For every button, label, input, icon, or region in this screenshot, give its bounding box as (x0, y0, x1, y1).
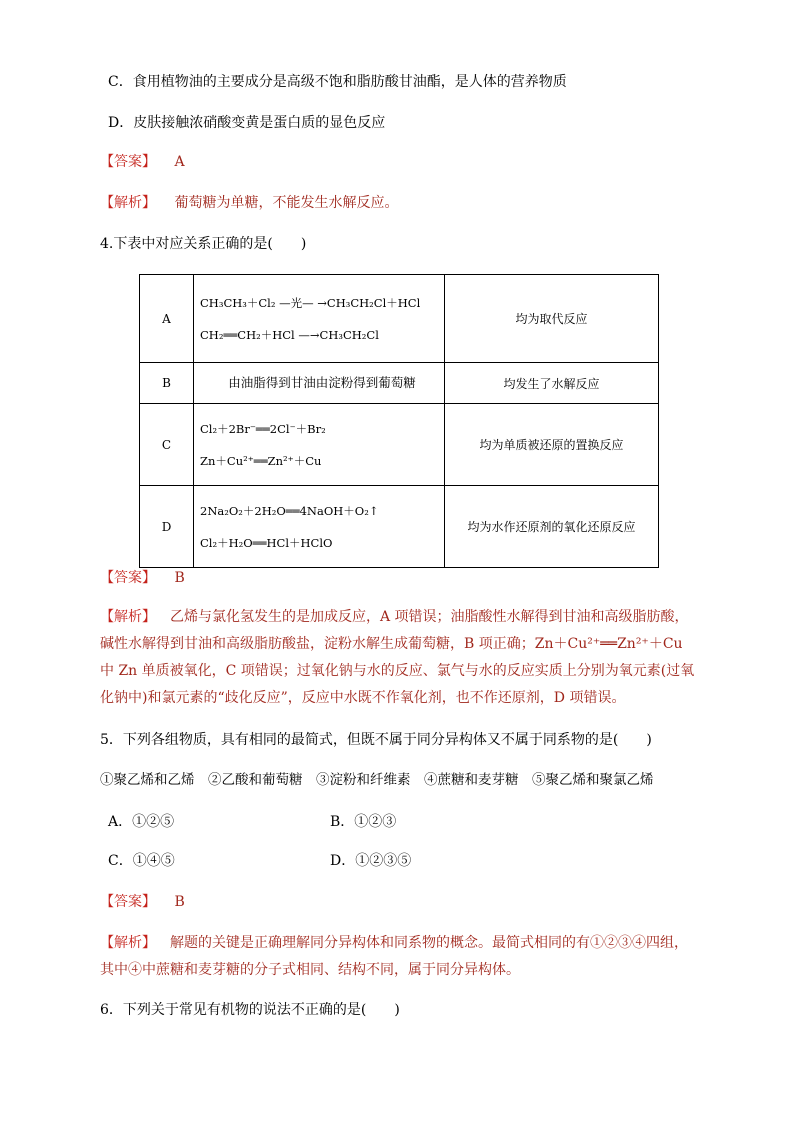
q5-answer (100, 892, 185, 912)
row-label: B (140, 363, 194, 404)
q5-analysis (100, 930, 700, 984)
analysis-text: 乙烯与氯化氢发生的是加成反应，A 项错误；油脂酸性水解得到甘油和高级脂肪酸，碱性水解得到甘油和高级脂肪酸盐，淀粉水解生成葡萄糖，B 项正确；Zn＋Cu²⁺══Zn²⁺＋Cu 中 Zn 单质被氧化，C 项错误；过氧化钠与水的反应、氯气与水的反应实质上分别为氧元素(过氧化钠中)和氯元素的“歧化反应”，反应中水既不作氧化剂，也不作还原剂，D 项错误。 (100, 609, 695, 706)
row-equations (194, 486, 445, 568)
equation: CH₂══CH₂＋HCl —→CH₃CH₂Cl (200, 327, 379, 342)
q5-option-a: A．①②⑤ (108, 814, 175, 830)
q5-option-b: B．①②③ (330, 814, 397, 830)
q3-analysis (100, 193, 398, 213)
equation: Cl₂＋2Br⁻══2Cl⁻＋Br₂ (200, 421, 326, 436)
q4-answer (100, 568, 185, 588)
answer-value: A (174, 154, 185, 170)
q3-option-c: C．食用植物油的主要成分是高级不饱和脂肪酸甘油酯，是人体的营养物质 (108, 74, 567, 90)
analysis-tag: 【解析】 (100, 609, 156, 625)
q4-table (139, 274, 659, 568)
analysis-text: 解题的关键是正确理解同分异构体和同系物的概念。最简式相同的有①②③④四组，其中④中蔗糖和麦芽糖的分子式相同、结构不同，属于同分异构体。 (100, 935, 688, 978)
row-equations (194, 363, 445, 404)
equation: 2Na₂O₂＋2H₂O══4NaOH＋O₂↑ (200, 503, 379, 518)
q3-option-d: D．皮肤接触浓硝酸变黄是蛋白质的显色反应 (108, 115, 386, 131)
q5-option-c: C．①④⑤ (108, 853, 175, 869)
answer-value: B (174, 570, 185, 586)
row-equations (194, 275, 445, 363)
q5-option-d: D．①②③⑤ (330, 853, 412, 869)
table-row (140, 486, 659, 568)
equation: Zn＋Cu²⁺══Zn²⁺＋Cu (200, 453, 322, 468)
row-label: D (140, 486, 194, 568)
answer-tag: 【答案】 (100, 154, 156, 170)
row-description: 均为单质被还原的置换反应 (445, 404, 659, 486)
q6-stem: 6．下列关于常见有机物的说法不正确的是( ) (100, 1002, 400, 1018)
q4-analysis (100, 604, 700, 712)
analysis-text: 葡萄糖为单糖，不能发生水解反应。 (174, 195, 399, 211)
equation: CH₃CH₃＋Cl₂ —光— →CH₃CH₂Cl＋HCl (200, 295, 421, 310)
row-label: C (140, 404, 194, 486)
analysis-tag: 【解析】 (100, 935, 156, 951)
answer-tag: 【答案】 (100, 570, 156, 586)
answer-tag: 【答案】 (100, 894, 156, 910)
row-description: 均为水作还原剂的氧化还原反应 (445, 486, 659, 568)
table-row (140, 404, 659, 486)
table-row (140, 363, 659, 404)
table-row (140, 275, 659, 363)
q3-answer (100, 152, 185, 172)
q5-items: ①聚乙烯和乙烯 ②乙酸和葡萄糖 ③淀粉和纤维素 ④蔗糖和麦芽糖 ⑤聚乙烯和聚氯乙烯 (100, 772, 654, 788)
answer-value: B (174, 894, 185, 910)
row-description: 均为取代反应 (445, 275, 659, 363)
q5-stem: 5．下列各组物质，具有相同的最简式，但既不属于同分异构体又不属于同系物的是( ) (100, 732, 652, 748)
row-label: A (140, 275, 194, 363)
equation: Cl₂＋H₂O══HCl＋HClO (200, 535, 333, 550)
analysis-tag: 【解析】 (100, 195, 156, 211)
row-description: 均发生了水解反应 (445, 363, 659, 404)
q4-stem: 4.下表中对应关系正确的是( ) (100, 236, 307, 252)
equation: 由油脂得到甘油由淀粉得到葡萄糖 (228, 375, 416, 390)
row-equations (194, 404, 445, 486)
